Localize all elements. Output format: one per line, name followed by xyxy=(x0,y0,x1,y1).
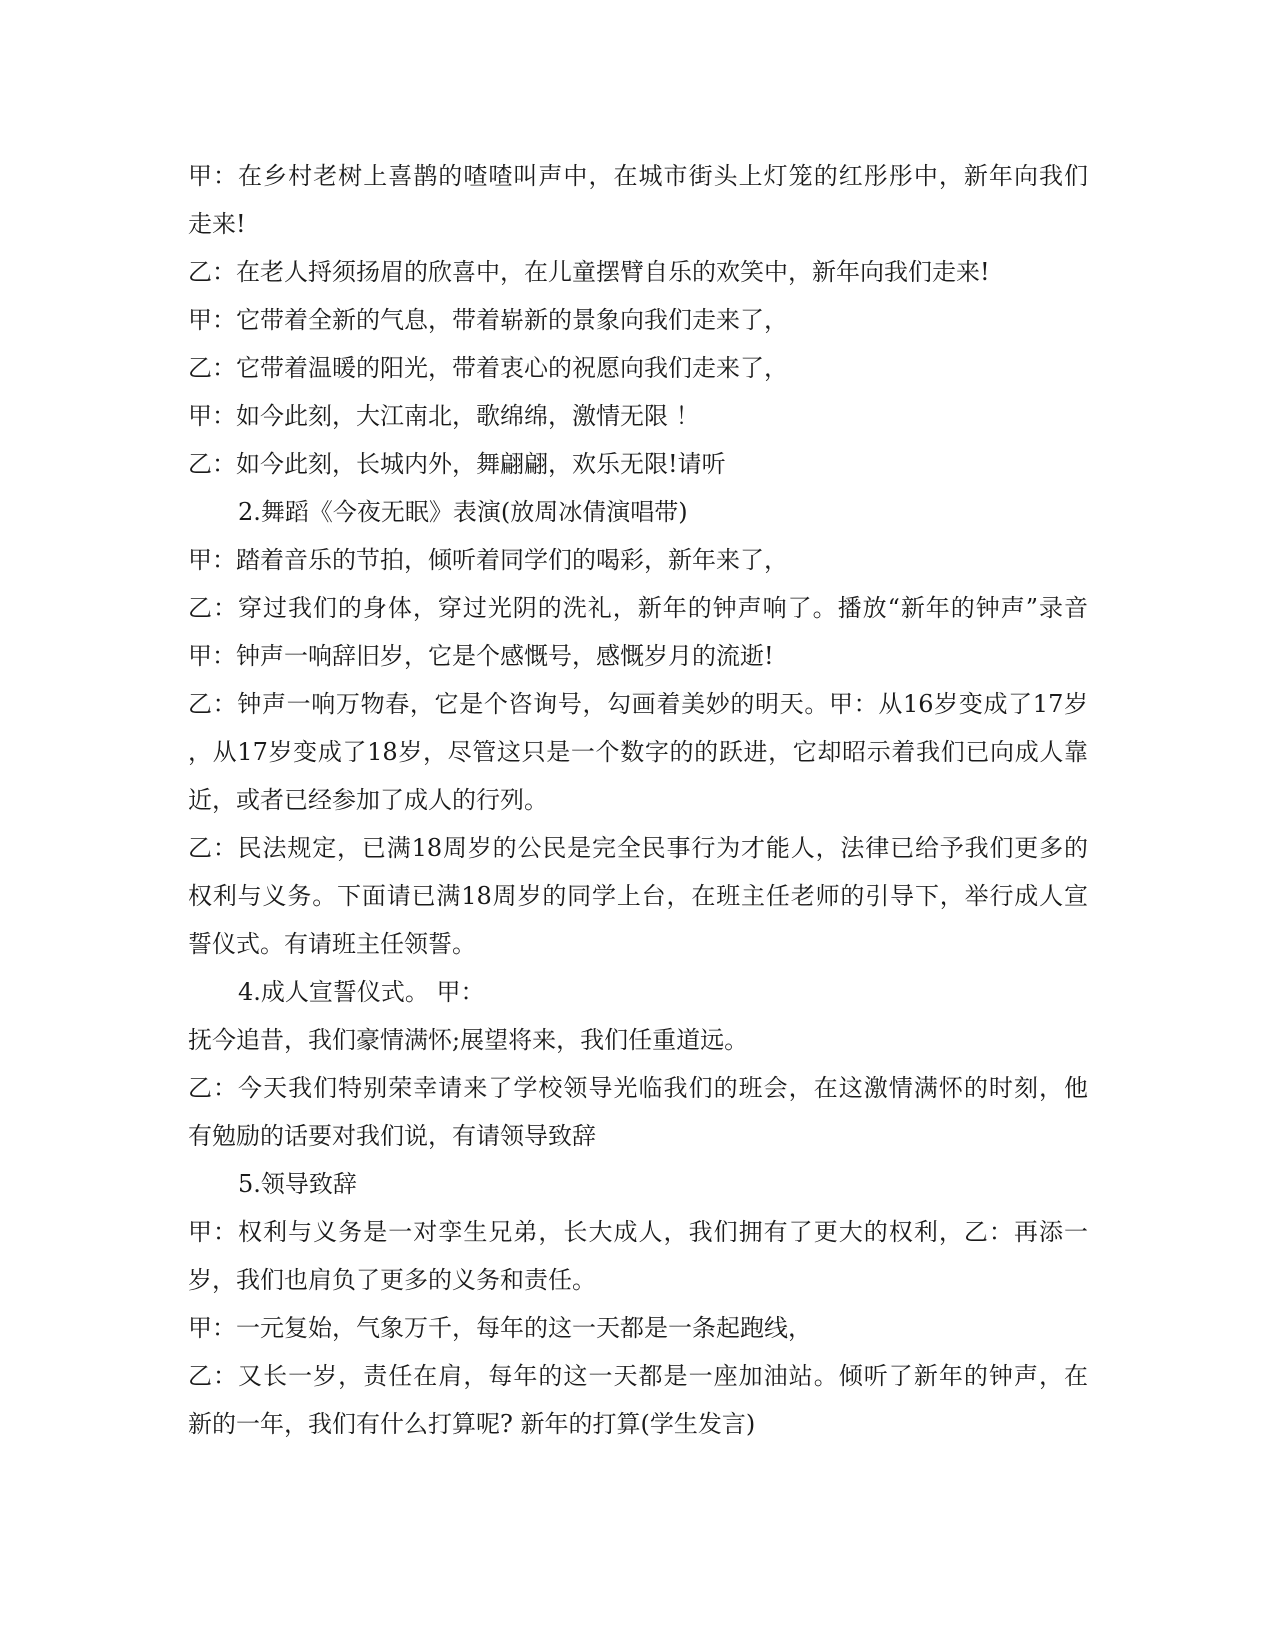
dialogue-line: 誓仪式。有请班主任领誓。 xyxy=(188,930,476,958)
dialogue-line: 甲：如今此刻，大江南北，歌绵绵，激情无限 ！ xyxy=(188,402,700,430)
dialogue-line: 甲：踏着音乐的节拍，倾听着同学们的喝彩，新年来了， xyxy=(188,546,788,574)
dialogue-line: 乙：钟声一响万物春，它是个咨询号，勾画着美妙的明天。甲：从16岁变成了17岁 xyxy=(188,690,1088,718)
document-body xyxy=(188,152,1088,1448)
dialogue-line: 岁，我们也肩负了更多的义务和责任。 xyxy=(188,1266,596,1294)
dialogue-line: 乙：它带着温暖的阳光，带着衷心的祝愿向我们走来了， xyxy=(188,354,788,382)
dialogue-line: 权利与义务。下面请已满18周岁的同学上台，在班主任老师的引导下，举行成人宣 xyxy=(188,882,1088,910)
dialogue-line: 走来! xyxy=(188,210,246,238)
dialogue-line: 甲：钟声一响辞旧岁，它是个感慨号，感慨岁月的流逝! xyxy=(188,642,774,670)
section-heading-line: 5.领导致辞 xyxy=(238,1170,357,1198)
dialogue-line: 有勉励的话要对我们说，有请领导致辞 xyxy=(188,1122,596,1150)
section-heading-line: 4.成人宣誓仪式。 甲： xyxy=(238,978,485,1006)
dialogue-line: 乙：如今此刻，长城内外，舞翩翩，欢乐无限!请听 xyxy=(188,450,726,478)
dialogue-line: 乙：在老人捋须扬眉的欣喜中，在儿童摆臂自乐的欢笑中，新年向我们走来! xyxy=(188,258,990,286)
dialogue-line: 乙：又长一岁，责任在肩，每年的这一天都是一座加油站。倾听了新年的钟声，在 xyxy=(188,1362,1088,1390)
dialogue-line: 甲：权利与义务是一对孪生兄弟，长大成人，我们拥有了更大的权利，乙：再添一 xyxy=(188,1218,1088,1246)
dialogue-line: 乙：今天我们特别荣幸请来了学校领导光临我们的班会，在这激情满怀的时刻，他 xyxy=(188,1074,1088,1102)
section-heading-line: 2.舞蹈《今夜无眠》表演(放周冰倩演唱带) xyxy=(238,498,688,526)
dialogue-line: 新的一年，我们有什么打算呢? 新年的打算(学生发言) xyxy=(188,1410,756,1438)
dialogue-line: 甲：它带着全新的气息，带着崭新的景象向我们走来了， xyxy=(188,306,788,334)
dialogue-line: 近，或者已经参加了成人的行列。 xyxy=(188,786,548,814)
dialogue-line: 乙：穿过我们的身体，穿过光阴的洗礼，新年的钟声响了。播放“新年的钟声”录音 xyxy=(188,594,1088,622)
dialogue-line: ，从17岁变成了18岁，尽管这只是一个数字的的跃进，它却昭示着我们已向成人靠 xyxy=(188,738,1088,766)
dialogue-line: 甲：在乡村老树上喜鹊的喳喳叫声中，在城市街头上灯笼的红彤彤中，新年向我们 xyxy=(188,162,1088,190)
dialogue-line: 乙：民法规定，已满18周岁的公民是完全民事行为才能人，法律已给予我们更多的 xyxy=(188,834,1088,862)
dialogue-line: 抚今追昔，我们豪情满怀;展望将来，我们任重道远。 xyxy=(188,1026,749,1054)
dialogue-line: 甲：一元复始，气象万千，每年的这一天都是一条起跑线， xyxy=(188,1314,812,1342)
